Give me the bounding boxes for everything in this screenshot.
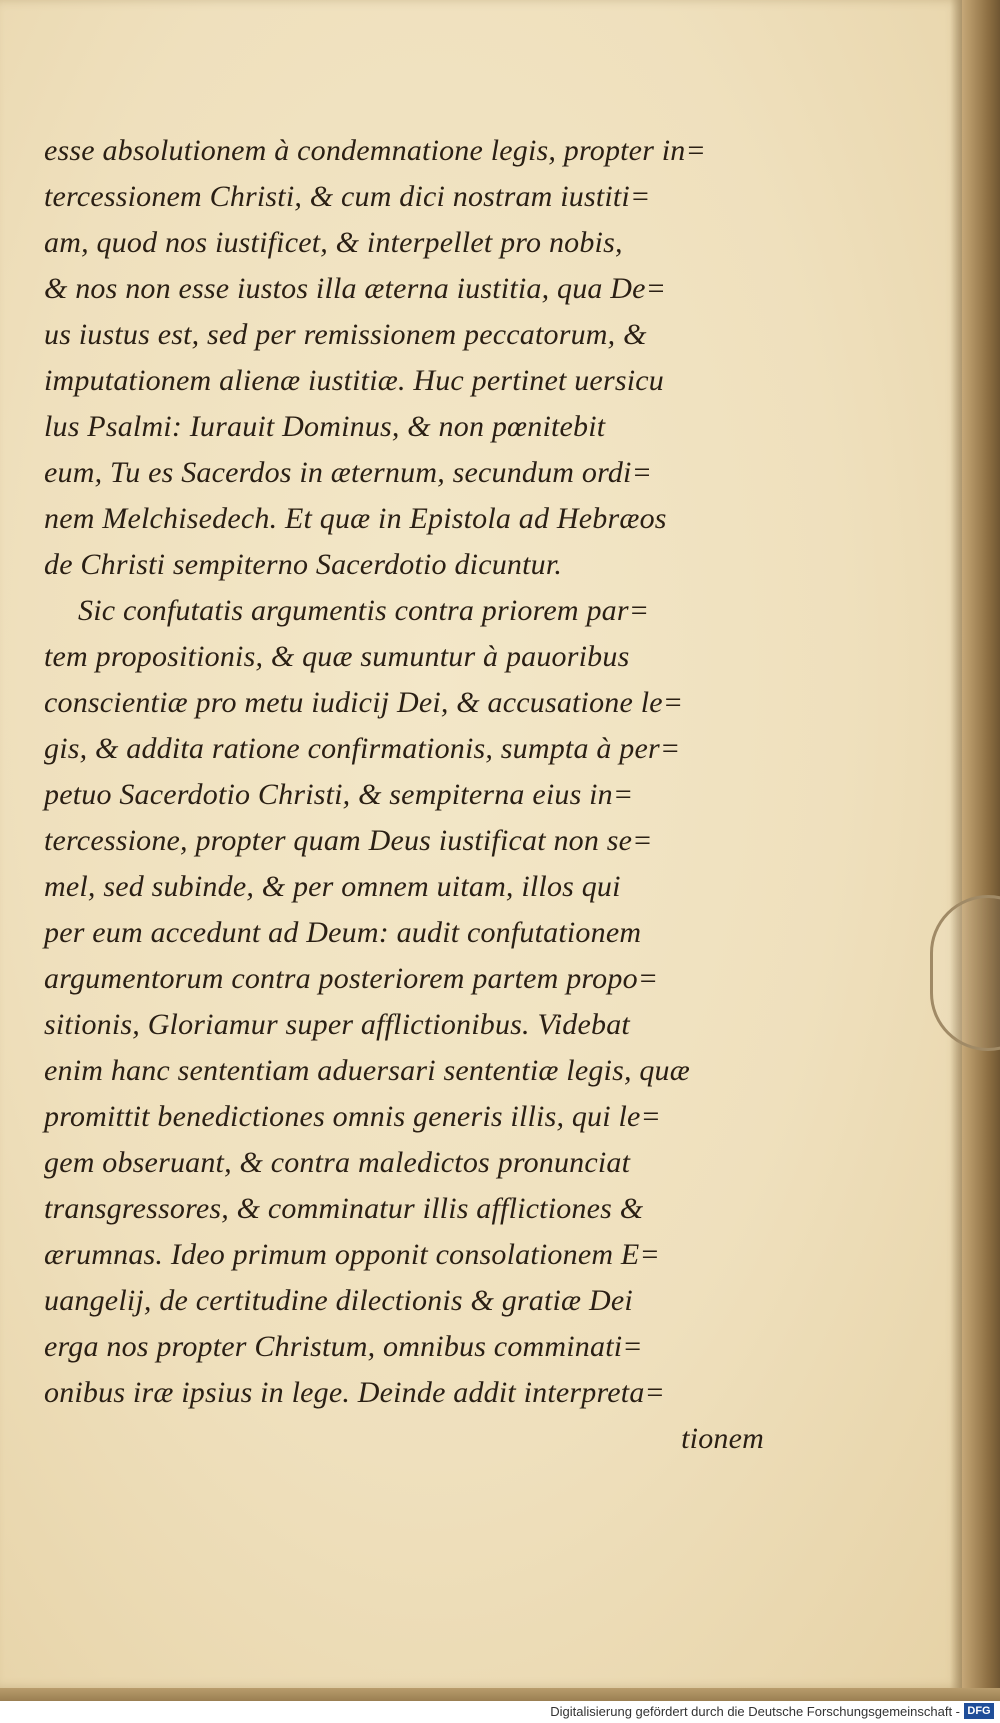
text-line: de Christi sempiterno Sacerdotio dicuntur. [44,548,563,581]
text-line: tem propositionis, & quæ sumuntur à pauoribus [44,640,630,673]
text-line: conscientiæ pro metu iudicij Dei, & accusatione le= [44,686,684,719]
text-line: enim hanc sententiam aduersari sententiæ legis, quæ [44,1054,690,1087]
text-line: eum, Tu es Sacerdos in æternum, secundum ordi= [44,456,653,489]
catchword: tionem [681,1422,764,1455]
text-line: esse absolutionem à condemnatione legis, propter in= [44,134,706,167]
text-line: petuo Sacerdotio Christi, & sempiterna eius in= [44,778,634,811]
text-line: per eum accedunt ad Deum: audit confutationem [44,916,642,949]
text-line: uangelij, de certitudine dilectionis & gratiæ Dei [44,1284,633,1317]
text-line: am, quod nos iustificet, & interpellet pro nobis, [44,226,623,259]
text-line: erga nos propter Christum, omnibus comminati= [44,1330,643,1363]
text-line: tercessionem Christi, & cum dici nostram iustiti= [44,180,651,213]
book-bottom-edge [0,1688,1000,1701]
text-line: tercessione, propter quam Deus iustificat non se= [44,824,653,857]
text-line: nem Melchisedech. Et quæ in Epistola ad Hebræos [44,502,667,535]
text-line: mel, sed subinde, & per omnem uitam, illos qui [44,870,621,903]
dfg-logo: DFG [964,1703,994,1719]
book-fore-edge [962,0,1000,1688]
text-line: transgressores, & comminatur illis afflictiones & [44,1192,644,1225]
text-line-paragraph-start: Sic confutatis argumentis contra priorem par= [78,594,650,627]
text-line: lus Psalmi: Iurauit Dominus, & non pœnitebit [44,410,606,443]
text-line: ærumnas. Ideo primum opponit consolationem E= [44,1238,660,1271]
page-text-block [44,128,764,1462]
text-line: promittit benedictiones omnis generis illis, qui le= [44,1100,661,1133]
funding-credit: Digitalisierung gefördert durch die Deutsche Forschungsgemeinschaft - [550,1704,960,1719]
text-line: & nos non esse iustos illa æterna iustitia, qua De= [44,272,667,305]
text-line: sitionis, Gloriamur super afflictionibus. Videbat [44,1008,630,1041]
text-line: gem obseruant, & contra maledictos pronunciat [44,1146,631,1179]
text-line: gis, & addita ratione confirmationis, sumpta à per= [44,732,681,765]
text-line: imputationem alienæ iustitiæ. Huc pertinet uersicu [44,364,664,397]
text-line: argumentorum contra posteriorem partem propo= [44,962,659,995]
page-clip [930,895,1000,1051]
text-line: onibus iræ ipsius in lege. Deinde addit interpreta= [44,1376,665,1409]
text-line: us iustus est, sed per remissionem peccatorum, & [44,318,647,351]
